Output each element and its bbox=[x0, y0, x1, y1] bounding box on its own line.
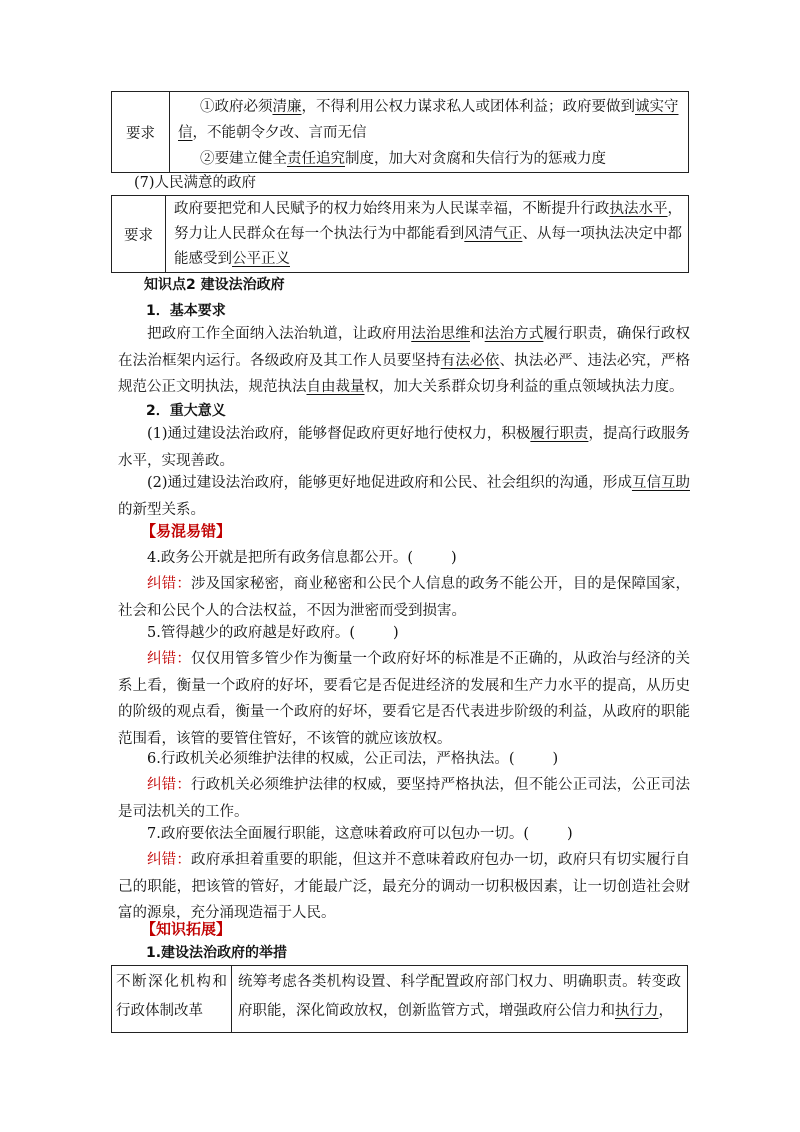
underline-rule-thinking: 法治思维 bbox=[411, 326, 470, 342]
correction-label: 纠错： bbox=[147, 651, 192, 667]
underline-clean: 清廉 bbox=[272, 99, 302, 115]
significance-title: 2．重大意义 bbox=[146, 403, 226, 419]
measures-row-text: 统筹考虑各类机构设置、科学配置政府部门权力、明确职责。转变政府职能，深化简政放权，创新监管方式，增强政府公信力和执行力， bbox=[238, 974, 681, 1019]
table1-item1: ①政府必须清廉，不得利用公权力谋求私人或团体利益；政府要做到诚实守 bbox=[200, 99, 679, 115]
underline-duties: 履行职责 bbox=[530, 426, 589, 442]
measures-table bbox=[111, 965, 688, 1033]
confusion-a6: 纠错：行政机关必须维护法律的权威，要坚持严格执法，但不能公正司法，公正司法是司法机关的工作。 bbox=[118, 777, 691, 820]
expansion-title: 【知识拓展】 bbox=[141, 920, 232, 938]
table1-body bbox=[170, 92, 688, 172]
requirements-table-2 bbox=[111, 195, 689, 273]
correction-label: 纠错： bbox=[147, 576, 192, 592]
table1-item2: ②要建立健全责任追究制度，加大对贪腐和失信行为的惩戒力度 bbox=[200, 151, 606, 167]
expansion-subtitle: 1.建设法治政府的举措 bbox=[146, 945, 288, 961]
confusion-a4: 纠错：涉及国家秘密，商业秘密和公民个人信息的政务不能公开，目的是保障国家，社会和公民个人的合法权益，不因为泄密而受到损害。 bbox=[118, 576, 691, 619]
requirements-table-1 bbox=[111, 91, 689, 173]
table1-item1-cont: 信，不能朝令夕改、言而无信 bbox=[178, 125, 367, 141]
underline-accountability: 责任追究 bbox=[287, 151, 345, 167]
significance-p1: (1)通过建设法治政府，能够督促政府更好地行使权力，积极履行职责，提高行政服务水平，实现善政。 bbox=[118, 426, 691, 469]
basic-title: 1．基本要求 bbox=[146, 303, 226, 319]
underline-honesty-a: 诚实守 bbox=[635, 99, 679, 115]
basic-paragraph: 把政府工作全面纳入法治轨道，让政府用法治思维和法治方式履行职责，确保行政权在法治框架内运行。各级政府及其工作人员要坚持有法必依、执法必严、违法必究，严格规范公正文明执法，规范执法自由裁量权，加大关系群众切身利益的重点领域执法力度。 bbox=[118, 326, 691, 395]
confusion-a7: 纠错：政府承担着重要的职能，但这并不意味着政府包办一切，政府只有切实履行自己的职能，把该管的管好，才能最广泛，最充分的调动一切积极因素，让一切创造社会财富的源泉，充分涌现造福于人民。 bbox=[118, 852, 691, 921]
underline-fairness: 公平正义 bbox=[232, 251, 290, 267]
confusion-q5: 5.管得越少的政府越是好政府。( ) bbox=[147, 625, 399, 641]
underline-honesty-b: 信 bbox=[178, 125, 193, 141]
kp2-title: 知识点2 建设法治政府 bbox=[144, 277, 285, 293]
table2-label: 要求 bbox=[112, 196, 166, 272]
confusion-q6: 6.行政机关必须维护法律的权威，公正司法，严格执法。( ) bbox=[147, 751, 559, 767]
correction-label: 纠错： bbox=[147, 852, 192, 868]
confusion-q4: 4.政务公开就是把所有政务信息都公开。( ) bbox=[147, 550, 457, 566]
correction-label: 纠错： bbox=[147, 777, 192, 793]
underline-enforcement-level: 执法水平 bbox=[609, 201, 668, 217]
table2-body: 政府要把党和人民赋予的权力始终用来为人民谋幸福，不断提升行政执法水平，努力让人民群众在每一个执法行为中都能看到风清气正、从每一项执法决定中都能感受到公平正义 bbox=[174, 201, 683, 267]
measures-row-label: 不断深化机构和行政体制改革 bbox=[112, 966, 232, 1032]
confusion-title: 【易混易错】 bbox=[141, 522, 232, 540]
underline-rule-method: 法治方式 bbox=[484, 326, 544, 342]
confusion-a5: 纠错：仅仅用管多管少作为衡量一个政府好坏的标准是不正确的，从政治与经济的关系上看，衡量一个政府的好坏，要看它是否促进经济的发展和生产力水平的提高，从历史的阶级的观点看，衡量一个政府的好坏，要看它是否代表进步阶级的利益，从政府的职能范围看，该管的要管住管好，不该管的就应该放权。 bbox=[118, 651, 691, 747]
underline-mutual-trust: 互信互助 bbox=[631, 475, 690, 491]
underline-discretion: 自由裁量 bbox=[306, 379, 365, 395]
section7-title: (7)人民满意的政府 bbox=[134, 175, 257, 191]
table1-label: 要求 bbox=[112, 92, 170, 172]
underline-clean-wind: 风清气正 bbox=[464, 226, 523, 242]
significance-p2: (2)通过建设法治政府，能够更好地促进政府和公民、社会组织的沟通，形成互信互助的新型关系。 bbox=[118, 475, 690, 518]
underline-law-abiding: 有法必依 bbox=[440, 352, 500, 369]
confusion-q7: 7.政府要依法全面履行职能，这意味着政府可以包办一切。( ) bbox=[147, 826, 573, 842]
underline-execution: 执行力 bbox=[615, 1003, 659, 1019]
